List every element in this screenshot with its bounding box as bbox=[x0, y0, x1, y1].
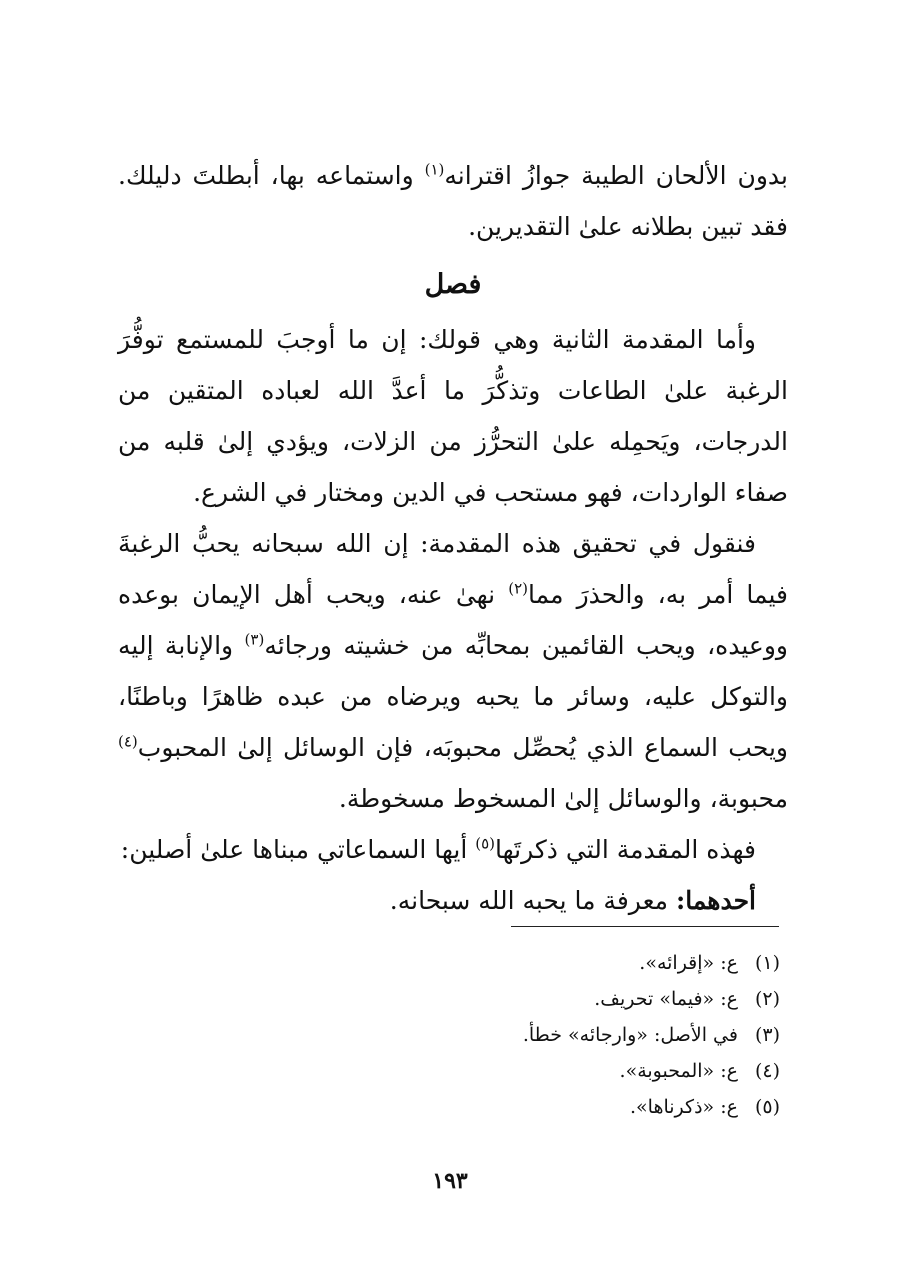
paragraph-4-text-b: أيها السماعاتي مبناها علىٰ أصلين: bbox=[120, 835, 476, 864]
footnote-ref-3[interactable]: (٣) bbox=[244, 630, 265, 649]
footnotes-list bbox=[118, 945, 788, 1125]
footnote-item bbox=[118, 945, 788, 981]
paragraph-3-text-d: محبوبة، والوسائل إلىٰ المسخوط مسخوطة. bbox=[338, 784, 788, 813]
paragraph-5 bbox=[118, 875, 788, 926]
footnote-number: (٤) bbox=[754, 1060, 780, 1082]
page-body bbox=[118, 150, 788, 926]
paragraph-3-text-c: والإنابة إليه والتوكل عليه، وسائر ما يحبه ويرضاه من عبده ظاهرًا وباطنًا، ويحب السماع الذي يُحصِّل محبوبَه، فإن الوسائل إلىٰ المحبوب bbox=[118, 631, 788, 762]
page-number: ١٩٣ bbox=[432, 1168, 468, 1194]
paragraph-5-lead: أحدهما: bbox=[675, 886, 756, 915]
paragraph-1 bbox=[118, 150, 788, 252]
footnote-item bbox=[118, 1089, 788, 1125]
footnote-item bbox=[118, 981, 788, 1017]
footnote-ref-1[interactable]: (١) bbox=[424, 160, 445, 179]
footnote-text: ع: «ذكرناها». bbox=[630, 1096, 738, 1118]
paragraph-4 bbox=[118, 824, 788, 875]
paragraph-5-text: معرفة ما يحبه الله سبحانه. bbox=[389, 886, 676, 915]
footnote-ref-5[interactable]: (٥) bbox=[475, 834, 495, 853]
paragraph-3 bbox=[118, 518, 788, 824]
paragraph-3-text-b: نهىٰ عنه، ويحب أهل الإيمان بوعده ووعيده، ويحب القائمين بمحابِّه من خشيته ورجائه bbox=[118, 580, 788, 660]
paragraph-1-text-b: واستماعه بها، أبطلتَ دليلك. فقد تبين بطلانه علىٰ التقديرين. bbox=[118, 161, 788, 241]
footnote-item bbox=[118, 1017, 788, 1053]
footnote-item bbox=[118, 1053, 788, 1089]
footnote-number: (٣) bbox=[754, 1024, 780, 1046]
footnote-separator bbox=[511, 926, 779, 927]
paragraph-2: وأما المقدمة الثانية وهي قولك: إن ما أوجبَ للمستمع توفُّرَ الرغبة علىٰ الطاعات وتذكُّرَ ما أعدَّ الله لعباده المتقين من الدرجات، ويَحمِله علىٰ التحرُّز من الزلات، ويؤدي إلىٰ قلبه من صفاء الواردات، فهو مستحب في الدين ومختار في الشرع. bbox=[118, 325, 788, 507]
footnote-ref-2[interactable]: (٢) bbox=[508, 579, 529, 598]
footnote-number: (٢) bbox=[754, 988, 780, 1010]
paragraph-3-text-a: فنقول في تحقيق هذه المقدمة: إن الله سبحانه يحبُّ الرغبةَ فيما أمر به، والحذرَ مما bbox=[118, 529, 788, 609]
footnote-text: ع: «فيما» تحريف. bbox=[594, 988, 738, 1010]
footnote-number: (١) bbox=[754, 952, 780, 974]
paragraph-1-text-a: بدون الألحان الطيبة جوازُ اقترانه bbox=[444, 161, 788, 190]
section-heading: فصل bbox=[424, 269, 482, 300]
footnote-ref-4[interactable]: (٤) bbox=[118, 732, 138, 751]
footnote-text: ع: «إقرائه». bbox=[639, 952, 738, 974]
footnote-number: (٥) bbox=[754, 1096, 780, 1118]
footnote-text: ع: «المحبوبة». bbox=[619, 1060, 738, 1082]
footnote-text: في الأصل: «وارجائه» خطأ. bbox=[522, 1024, 738, 1046]
paragraph-4-text-a: فهذه المقدمة التي ذكرتَها bbox=[495, 835, 756, 864]
